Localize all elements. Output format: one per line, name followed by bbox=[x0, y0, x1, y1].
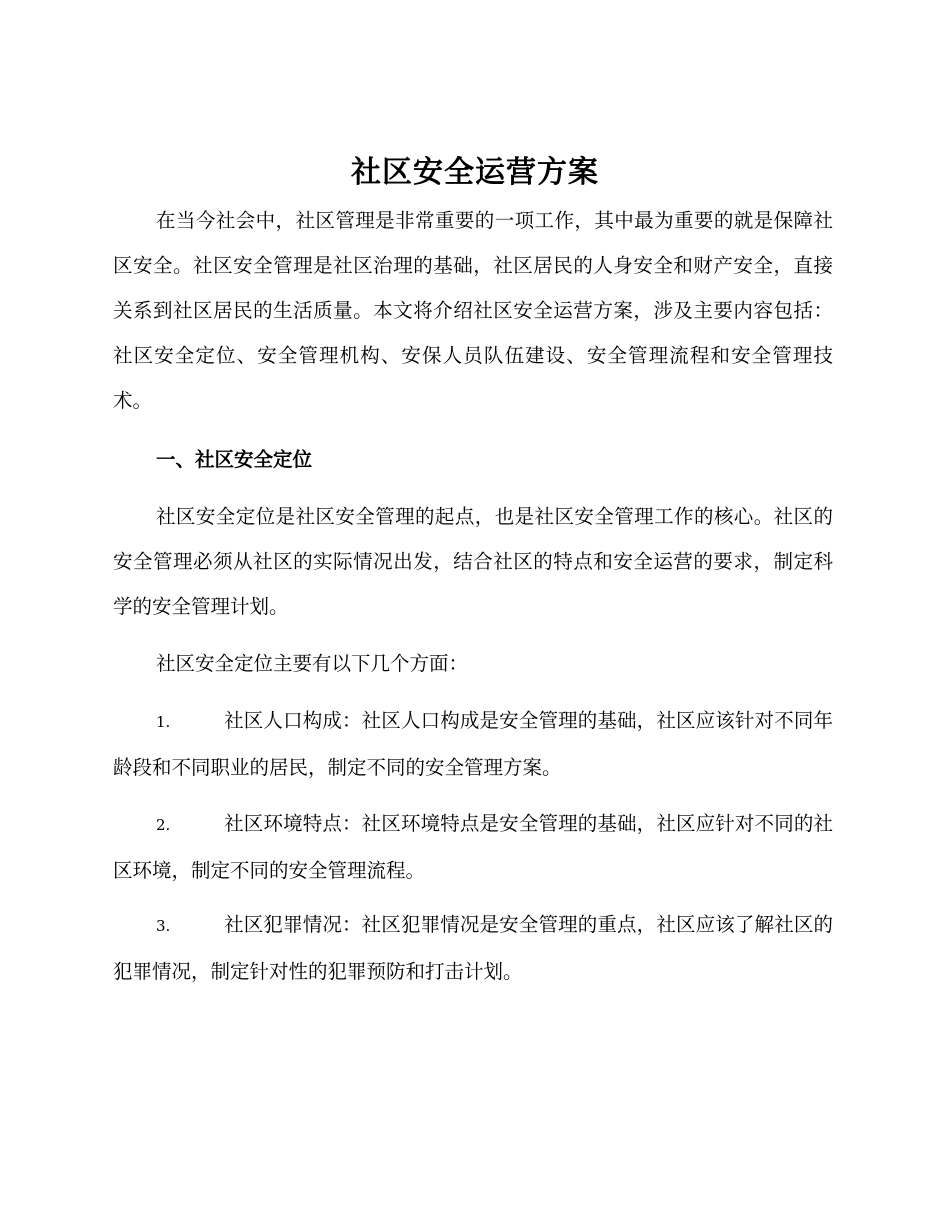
list-item-number: 3. bbox=[156, 917, 171, 935]
list-item-number: 1. bbox=[156, 713, 171, 731]
list-item-text: 社区人口构成：社区人口构成是安全管理的基础，社区应该针对不同年龄段和不同职业的居民，制定不同的安全管理方案。 bbox=[113, 709, 833, 779]
list-item bbox=[113, 801, 833, 893]
list-item bbox=[113, 698, 833, 790]
document-title: 社区安全运营方案 bbox=[351, 155, 599, 190]
section-heading: 一、社区安全定位 bbox=[156, 448, 313, 471]
list-item-text: 社区犯罪情况：社区犯罪情况是安全管理的重点，社区应该了解社区的犯罪情况，制定针对性的犯罪预防和打击计划。 bbox=[113, 913, 833, 983]
intro-paragraph: 在当今社会中，社区管理是非常重要的一项工作，其中最为重要的就是保障社区安全。社区安全管理是社区治理的基础，社区居民的人身安全和财产安全，直接关系到社区居民的生活质量。本文将介绍社区安全运营方案，涉及主要内容包括：社区安全定位、安全管理机构、安保人员队伍建设、安全管理流程和安全管理技术。 bbox=[113, 209, 833, 412]
list-item-number: 2. bbox=[156, 816, 171, 834]
section-paragraph-2: 社区安全定位主要有以下几个方面： bbox=[156, 652, 469, 675]
list-item-text: 社区环境特点：社区环境特点是安全管理的基础，社区应针对不同的社区环境，制定不同的安全管理流程。 bbox=[113, 812, 833, 882]
list-item bbox=[113, 902, 833, 994]
section-paragraph-1: 社区安全定位是社区安全管理的起点，也是社区安全管理工作的核心。社区的安全管理必须从社区的实际情况出发，结合社区的特点和安全运营的要求，制定科学的安全管理计划。 bbox=[113, 505, 833, 618]
